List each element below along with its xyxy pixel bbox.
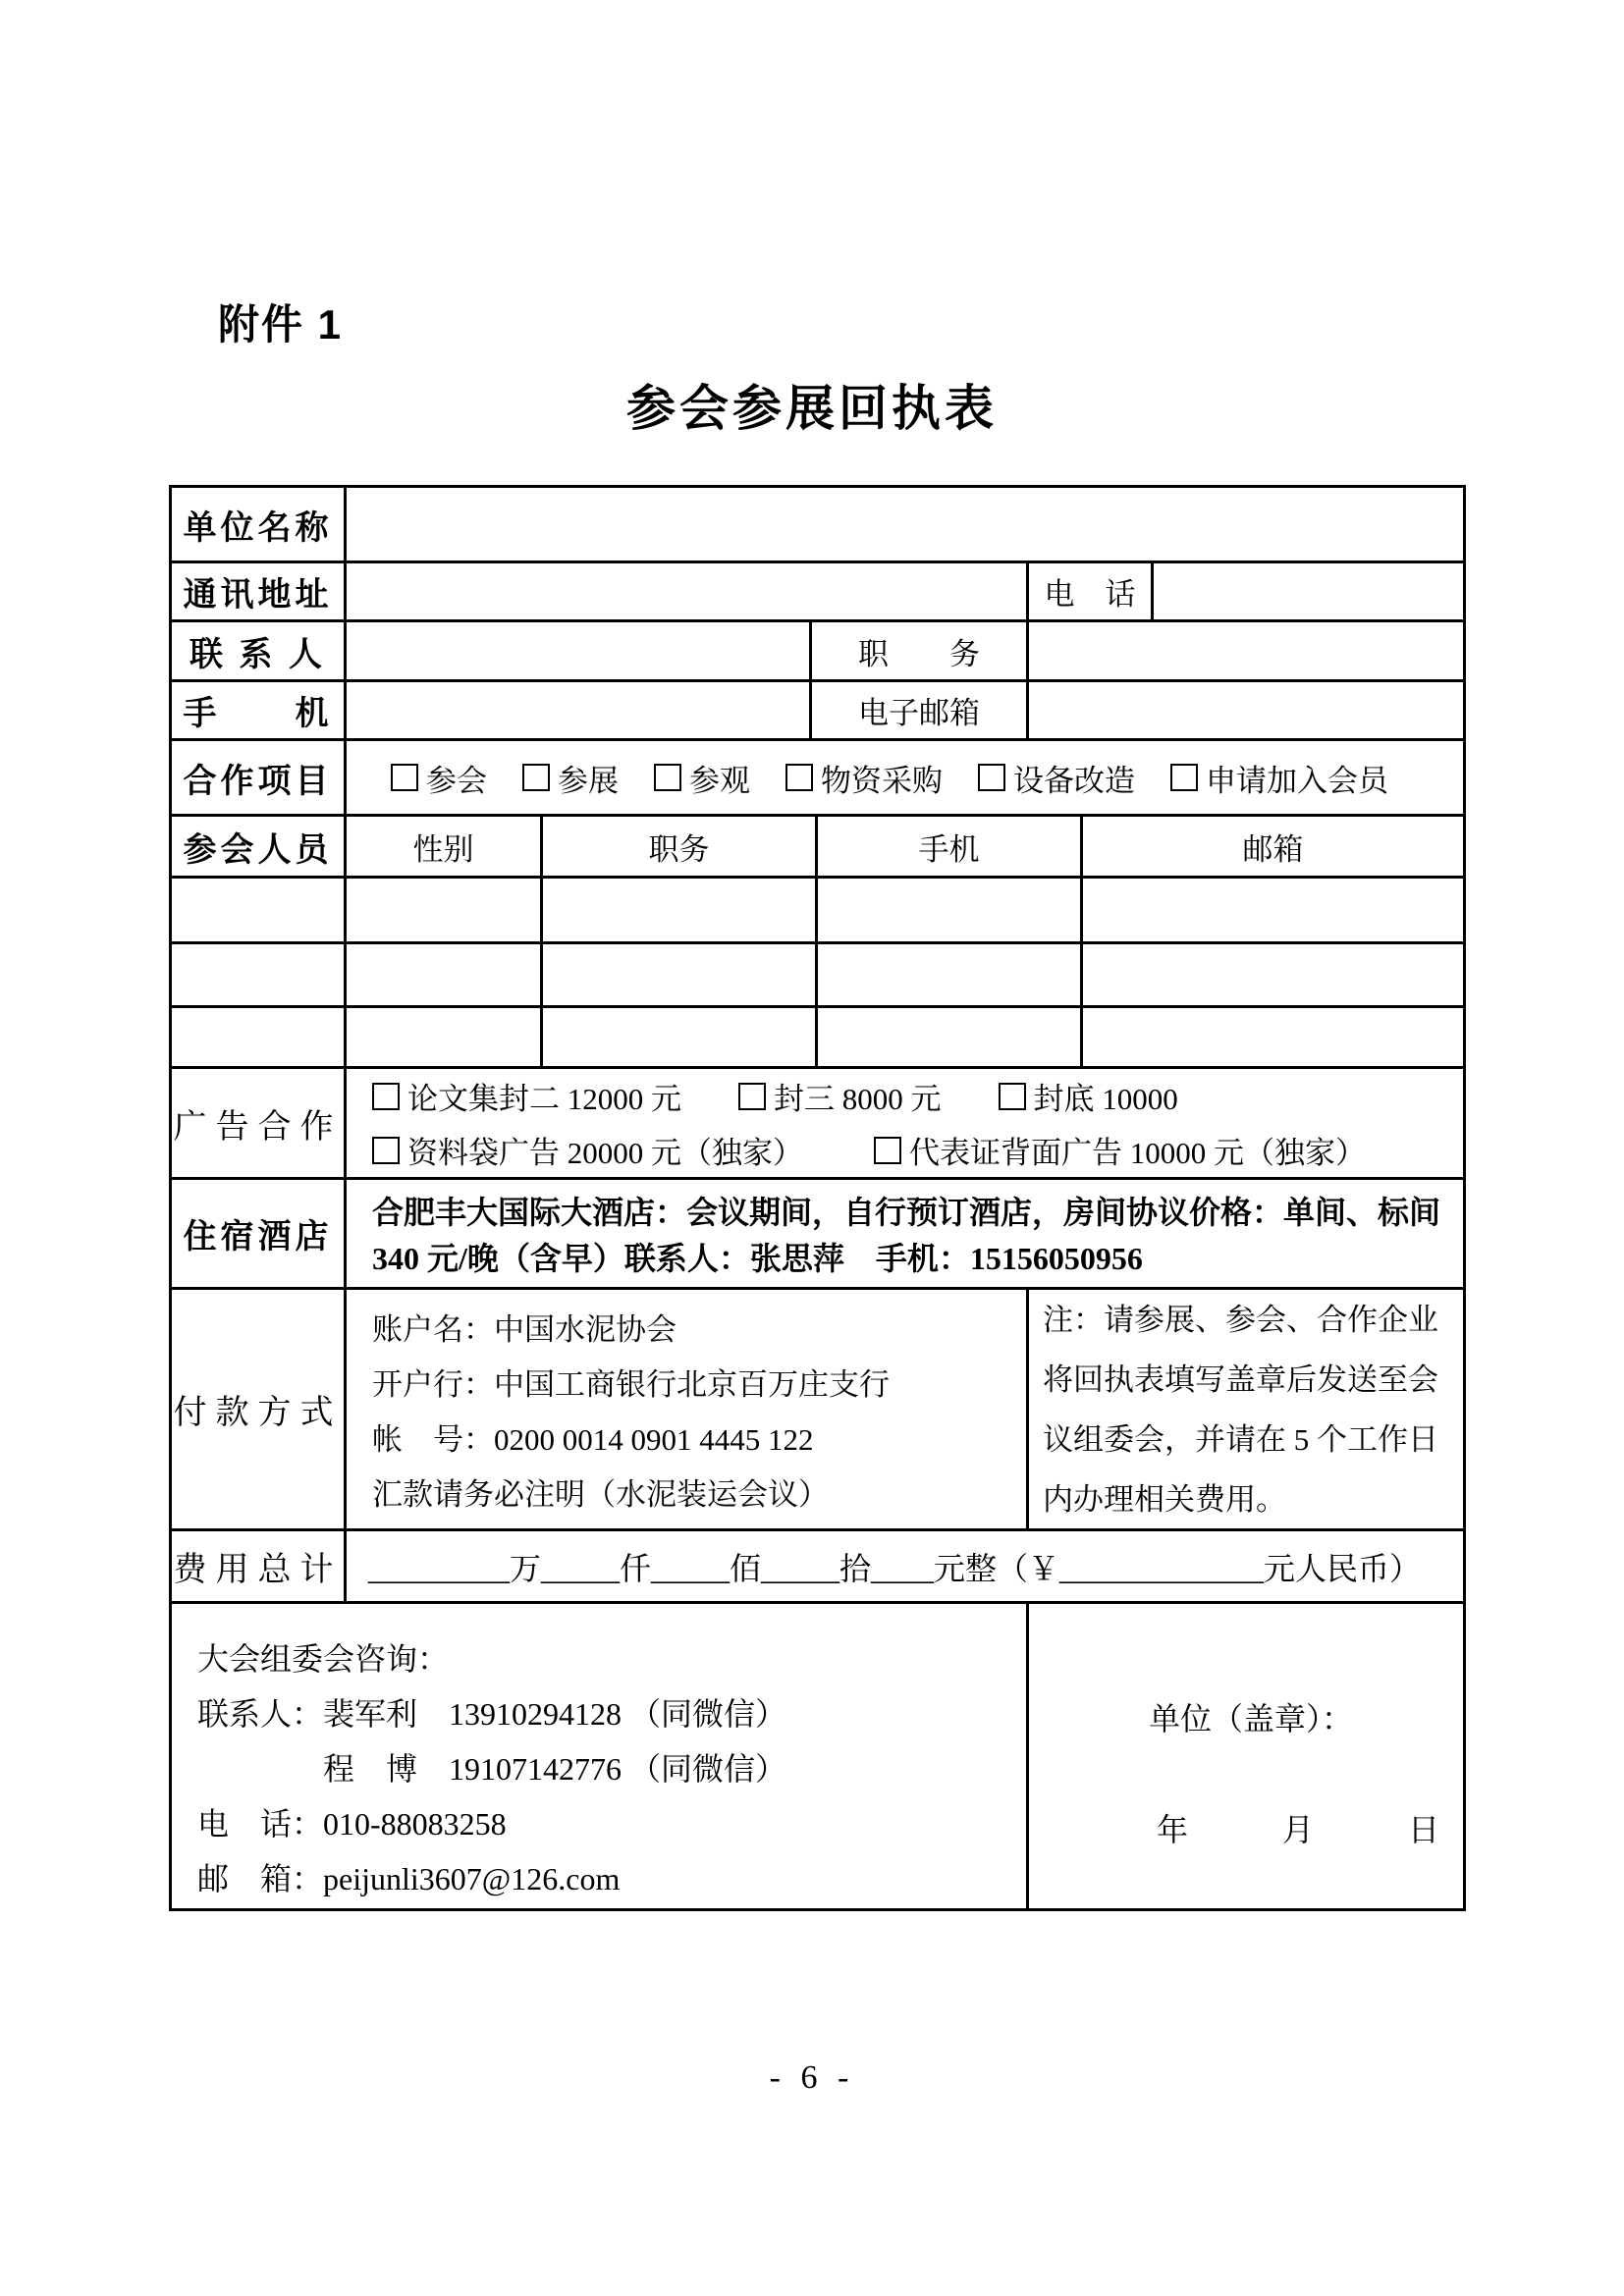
page-title: 参会参展回执表 [626,381,998,436]
checkbox-option-membership[interactable] [1170,756,1388,800]
participant-mobile-cell[interactable] [815,879,1080,941]
row-mobile [172,679,1463,738]
participant-row [172,876,1463,941]
unit-name-input[interactable] [344,488,1463,561]
committee-contact-line2: 程 博 19107142776 （同微信） [197,1751,787,1787]
payment-note [1026,1290,1463,1528]
reply-form-table [169,485,1466,1911]
payment-bank: 开户行：中国工商银行北京百万庄支行 [372,1367,890,1403]
participant-gender-cell[interactable] [344,1008,540,1066]
hotel-info-line1: 合肥丰大国际大酒店：会议期间，自行预订酒店，房间协议价格：单间、标间 [372,1195,1441,1231]
checkbox-option-exhibit[interactable] [522,756,619,800]
mobile-label: 手 机 [183,696,333,732]
row-cooperation [172,738,1463,814]
address-input[interactable] [344,563,1026,619]
row-contact [172,619,1463,679]
email-label: 电子邮箱 [809,682,1026,738]
consult-title: 大会组委会咨询： [197,1641,450,1677]
option-label: 设备改造 [1013,763,1135,798]
option-label: 申请加入会员 [1206,763,1388,798]
participant-row [172,1005,1463,1066]
advertising-line-2 [372,1128,1463,1172]
checkbox-icon[interactable] [522,764,550,791]
checkbox-icon[interactable] [372,1137,400,1164]
phone-label: 电 话 [1026,563,1151,619]
checkbox-option-bag-ad[interactable] [372,1128,803,1172]
checkbox-icon[interactable] [738,1083,766,1110]
row-total [172,1528,1463,1601]
option-label: 代表证背面广告 10000 元（独家） [909,1136,1366,1170]
checkbox-option-proceedings-cover2[interactable] [372,1074,681,1118]
payment-details [344,1290,1026,1528]
option-label: 封底 10000 [1033,1082,1178,1116]
participant-name-cell[interactable] [172,879,344,941]
page-number: - 6 - [769,2059,855,2096]
hotel-label: 住宿酒店 [183,1219,333,1255]
participant-gender-cell[interactable] [344,944,540,1005]
row-payment [172,1287,1463,1528]
col-header-gender: 性别 [344,817,540,876]
option-label: 封三 8000 元 [774,1082,942,1116]
option-label: 物资采购 [821,763,943,798]
participant-mobile-cell[interactable] [815,944,1080,1005]
advertising-label: 广告合作 [173,1108,343,1146]
contact-input[interactable] [344,622,809,679]
col-header-email: 邮箱 [1080,817,1463,876]
participant-email-cell[interactable] [1080,1008,1463,1066]
participant-row [172,941,1463,1005]
checkbox-option-procurement[interactable] [785,756,943,800]
date-blanks[interactable]: 年 月 日 [1157,1812,1440,1847]
position-label: 职 务 [809,622,1026,679]
unit-seal-label: 单位（盖章）： [1149,1701,1354,1736]
checkbox-icon[interactable] [999,1083,1026,1110]
option-label: 资料袋广告 20000 元（独家） [407,1136,803,1170]
total-label: 费用总计 [173,1552,343,1588]
checkbox-icon[interactable] [978,764,1005,791]
participant-position-cell[interactable] [540,879,815,941]
checkbox-option-badge-ad[interactable] [874,1128,1366,1172]
col-header-position: 职务 [540,817,815,876]
position-input[interactable] [1026,622,1463,679]
participant-name-cell[interactable] [172,1008,344,1066]
option-label: 参会 [426,763,487,798]
col-header-mobile: 手机 [815,817,1080,876]
address-label: 通讯地址 [183,577,333,614]
committee-email: 邮 箱：peijunli3607@126.com [197,1861,621,1896]
cooperation-label: 合作项目 [183,763,333,800]
payment-account-name: 账户名：中国水泥协会 [372,1312,677,1348]
advertising-line-1 [372,1074,1463,1118]
participant-position-cell[interactable] [540,1008,815,1066]
option-label: 参观 [689,763,750,798]
checkbox-icon[interactable] [391,764,418,791]
row-participants-header [172,814,1463,876]
participant-position-cell[interactable] [540,944,815,1005]
unit-name-label: 单位名称 [183,509,333,547]
attachment-label: 附件 1 [218,301,344,347]
checkbox-icon[interactable] [874,1137,901,1164]
participant-gender-cell[interactable] [344,879,540,941]
participant-email-cell[interactable] [1080,879,1463,941]
checkbox-icon[interactable] [654,764,681,791]
mobile-input[interactable] [344,682,809,738]
committee-contact-line1: 联系人：裴军利 13910294128 （同微信） [197,1696,787,1732]
checkbox-icon[interactable] [372,1083,400,1110]
advertising-options [344,1069,1463,1177]
checkbox-option-cover3[interactable] [738,1074,942,1118]
option-label: 参展 [558,763,619,798]
participants-label: 参会人员 [183,831,333,869]
seal-block [1026,1604,1463,1908]
row-address [172,561,1463,619]
checkbox-icon[interactable] [1170,764,1198,791]
total-amount-blanks[interactable]: _________万_____仟_____佰_____拾____元整（￥_____________元人民币） [344,1531,1463,1601]
phone-input[interactable] [1151,563,1463,619]
checkbox-option-visit[interactable] [654,756,750,800]
committee-contact-block [172,1604,1026,1908]
hotel-info-line2: 340 元/晚（含早）联系人：张思萍 手机：15156050956 [372,1240,1143,1276]
option-label: 论文集封二 12000 元 [407,1082,681,1116]
participant-name-cell[interactable] [172,944,344,1005]
payment-remark: 汇款请务必注明（水泥装运会议） [372,1476,829,1512]
checkbox-option-attend[interactable] [391,756,487,800]
checkbox-icon[interactable] [785,764,813,791]
participant-email-cell[interactable] [1080,944,1463,1005]
hotel-info [344,1180,1463,1287]
checkbox-option-backcover[interactable] [999,1074,1178,1118]
row-unit-name [172,488,1463,561]
participant-mobile-cell[interactable] [815,1008,1080,1066]
payment-label: 付款方式 [173,1395,343,1431]
payment-note-text: 注：请参展、参会、合作企业将回执表填写盖章后发送至会议组委会，并请在 5 个工作日内办理相关费用。 [1043,1302,1438,1517]
row-footer [172,1601,1463,1908]
payment-account-number: 帐 号：0200 0014 0901 4445 122 [372,1421,814,1457]
checkbox-option-equipment[interactable] [978,756,1135,800]
row-advertising [172,1066,1463,1177]
row-hotel [172,1177,1463,1287]
cooperation-options [344,741,1463,814]
contact-label: 联 系 人 [189,636,326,673]
committee-phone: 电 话：010-88083258 [197,1806,507,1842]
email-input[interactable] [1026,682,1463,738]
